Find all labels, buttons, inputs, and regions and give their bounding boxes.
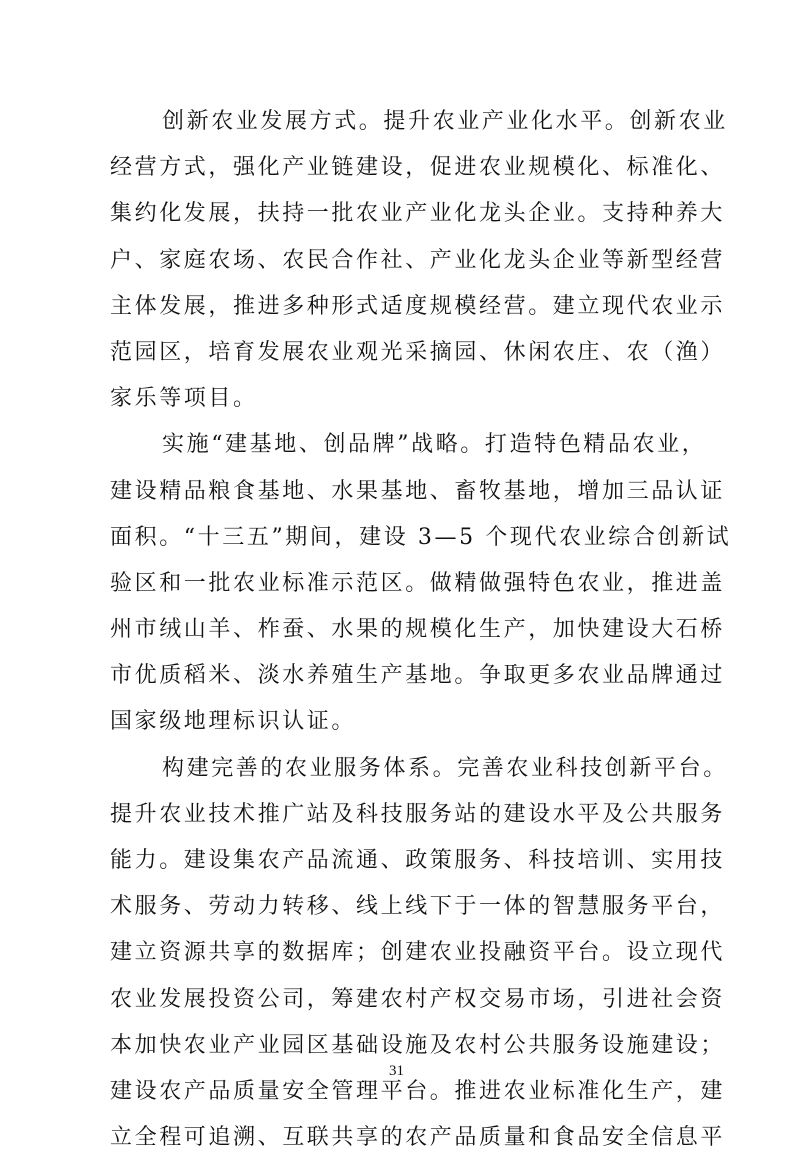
paragraph-3-line-3: 能力。建设集农产品流通、政策服务、科技培训、实用技: [110, 848, 726, 873]
paragraph-1-line-7: 家乐等项目。: [110, 386, 258, 412]
paragraph-3-line-8: 建设农产品质量安全管理平台。推进农业标准化生产，建: [110, 1078, 726, 1104]
paragraph-3-line-9: 立全程可追溯、互联共享的农产品质量和食品安全信息平: [110, 1125, 726, 1151]
page-number: 31: [389, 1063, 404, 1079]
paragraph-3-line-5: 建立资源共享的数据库；创建农业投融资平台。设立现代: [110, 940, 726, 966]
paragraph-3-line-4: 术服务、劳动力转移、线上线下于一体的智慧服务平台，: [110, 894, 726, 920]
paragraph-1-line-4: 户、家庭农场、农民合作社、产业化龙头企业等新型经营: [110, 247, 726, 273]
paragraph-1-line-2: 经营方式，强化产业链建设，促进农业规模化、标准化、: [110, 155, 726, 181]
paragraph-2-line-1: 实施“建基地、创品牌”战略。打造特色精品农业，: [162, 432, 707, 458]
paragraph-2-line-5: 州市绒山羊、柞蚕、水果的规模化生产，加快建设大石桥: [110, 617, 726, 643]
paragraph-2-line-2: 建设精品粮食基地、水果基地、畜牧基地，增加三品认证: [110, 478, 726, 504]
paragraph-3-line-2: 提升农业技术推广站及科技服务站的建设水平及公共服务: [110, 801, 726, 827]
paragraph-1-line-1: 创新农业发展方式。提升农业产业化水平。创新农业: [162, 109, 728, 134]
paragraph-2-line-4: 验区和一批农业标准示范区。做精做强特色农业，推进盖: [110, 570, 726, 596]
paragraph-3-line-1: 构建完善的农业服务体系。完善农业科技创新平台。: [162, 755, 728, 781]
paragraph-1-line-5: 主体发展，推进多种形式适度规模经营。建立现代农业示: [110, 293, 726, 319]
paragraph-1-line-6: 范园区，培育发展农业观光采摘园、休闲农庄、农（渔）: [110, 339, 726, 365]
paragraph-2-line-3: 面积。“十三五”期间，建设 3—5 个现代农业综合创新试: [110, 524, 732, 550]
paragraph-2-line-6: 市优质稻米、淡水养殖生产基地。争取更多农业品牌通过: [110, 663, 726, 689]
paragraph-3-line-6: 农业发展投资公司，筹建农村产权交易市场，引进社会资: [110, 986, 726, 1012]
paragraph-2-line-7: 国家级地理标识认证。: [110, 709, 357, 735]
body-text: [110, 99, 732, 1161]
paragraph-3-line-7: 本加快农业产业园区基础设施及农村公共服务设施建设；: [110, 1032, 726, 1058]
paragraph-1-line-3: 集约化发展，扶持一批农业产业化龙头企业。支持种养大: [110, 201, 726, 227]
